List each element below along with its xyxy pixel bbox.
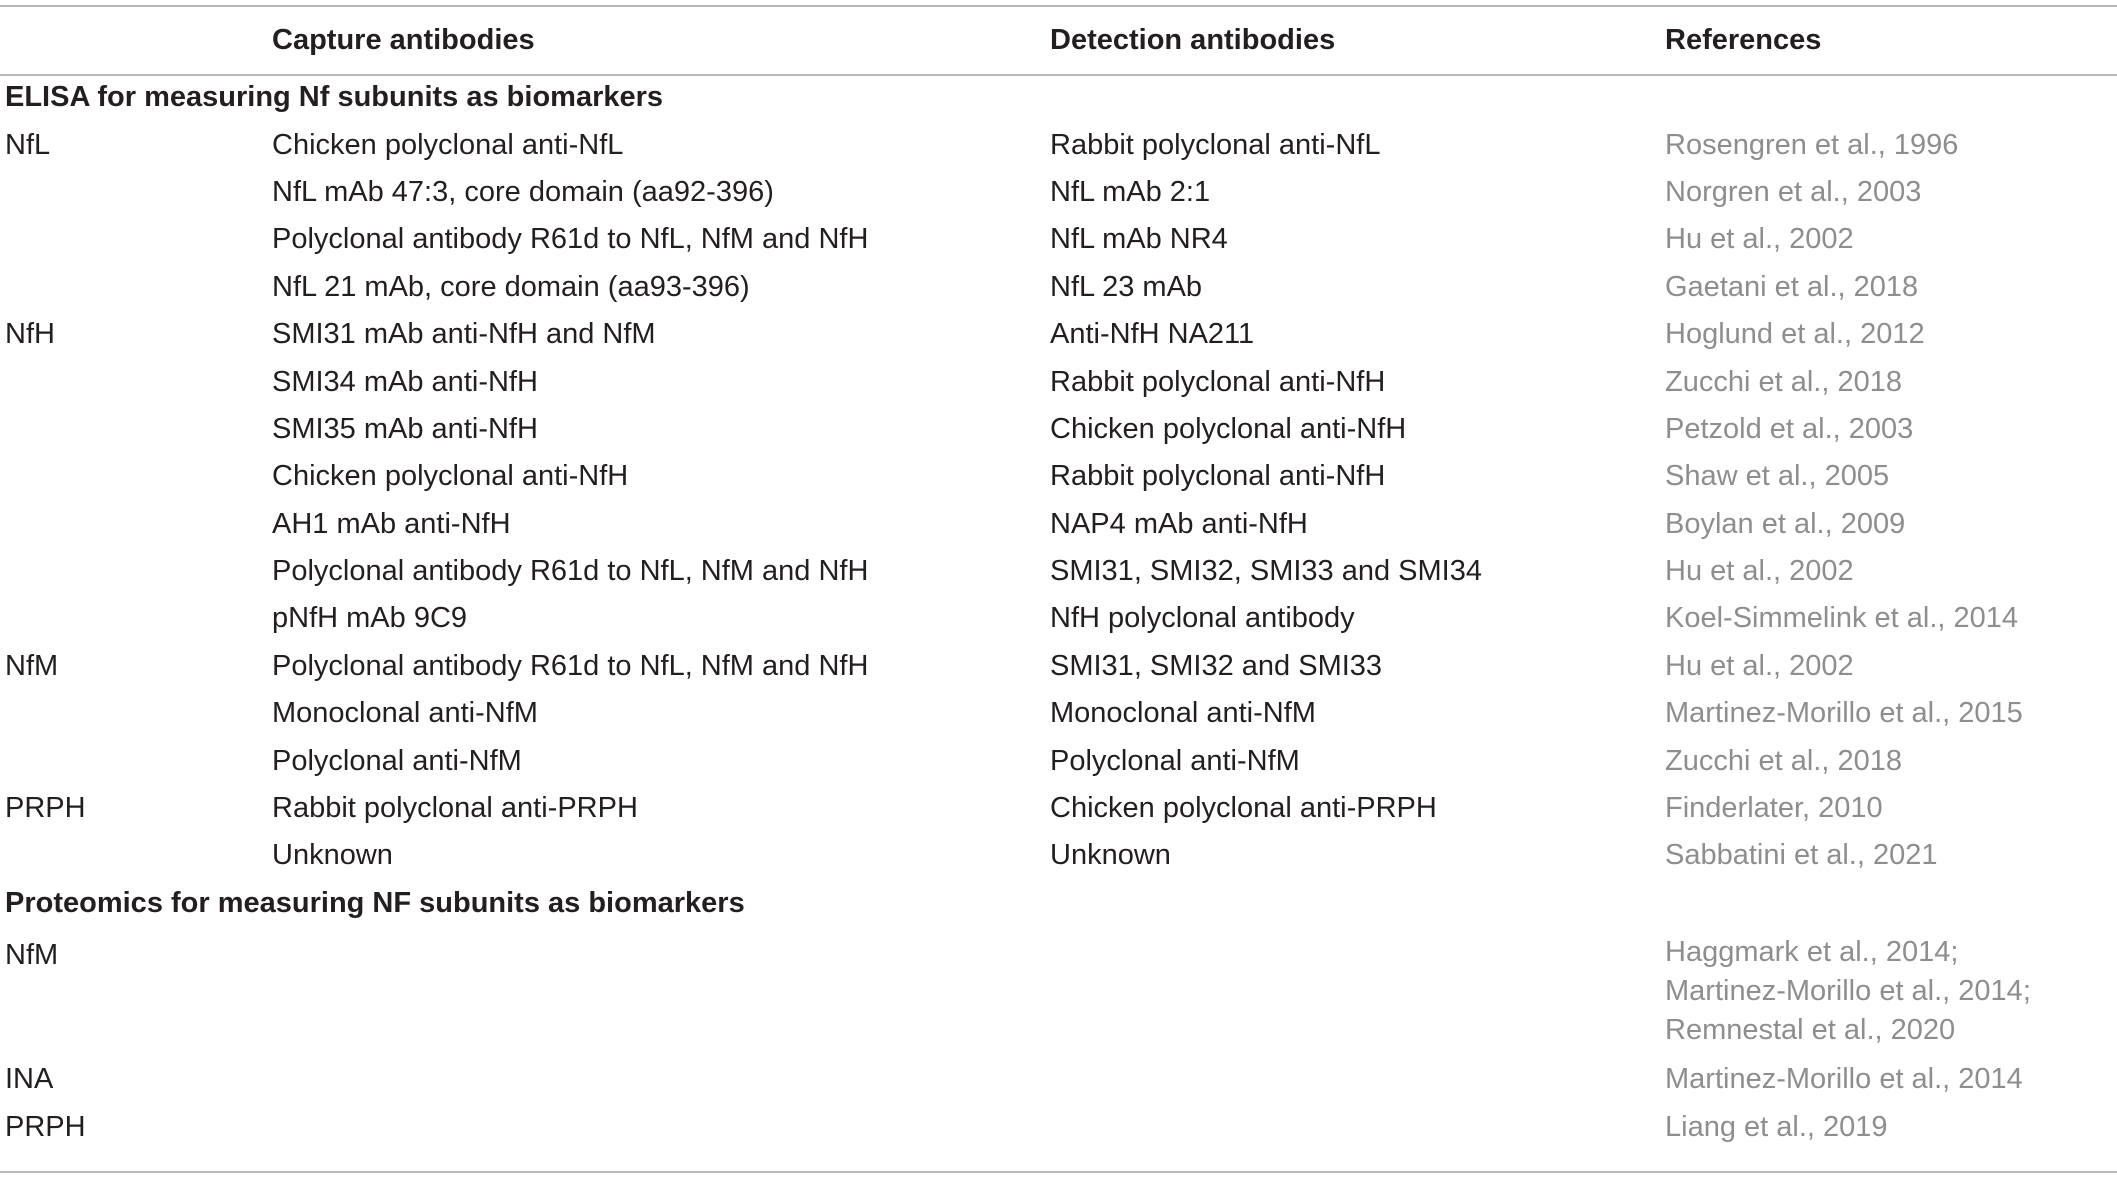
cell-subunit xyxy=(0,406,272,453)
reference-line: Remnestal et al., 2020 xyxy=(1665,1014,1956,1047)
table-row xyxy=(0,121,2117,168)
cell-subunit xyxy=(0,595,272,642)
cell-detection-antibody: SMI31, SMI32 and SMI33 xyxy=(1050,649,1383,682)
reference-line: Liang et al., 2019 xyxy=(1665,1110,1888,1143)
table-row xyxy=(0,690,2117,737)
cell-subunit xyxy=(0,548,272,595)
cell-capture-antibody: NfL 21 mAb, core domain (aa93-396) xyxy=(272,270,750,303)
antibody-table xyxy=(0,7,2117,1151)
cell-capture-antibody xyxy=(272,1056,1050,1103)
table-row xyxy=(0,1056,2117,1103)
cell-subunit: PRPH xyxy=(5,792,86,825)
cell-detection-antibody: NfL 23 mAb xyxy=(1050,270,1203,303)
reference-line: Martinez-Morillo et al., 2014 xyxy=(1665,1063,2023,1096)
cell-detection-antibody xyxy=(1050,1056,1665,1103)
table-row xyxy=(0,643,2117,690)
cell-capture-antibody: AH1 mAb anti-NfH xyxy=(272,507,511,540)
cell-subunit xyxy=(0,169,272,216)
cell-reference xyxy=(1665,1056,2117,1103)
cell-reference: Norgren et al., 2003 xyxy=(1665,175,1922,208)
cell-subunit xyxy=(0,453,272,500)
cell-reference: Hu et al., 2002 xyxy=(1665,649,1854,682)
cell-reference: Hu et al., 2002 xyxy=(1665,223,1854,256)
cell-detection-antibody xyxy=(1050,1103,1665,1150)
table-row xyxy=(0,169,2117,216)
cell-capture-antibody: NfL mAb 47:3, core domain (aa92-396) xyxy=(272,175,774,208)
cell-detection-antibody: Polyclonal anti-NfM xyxy=(1050,744,1300,777)
cell-subunit xyxy=(0,501,272,548)
cell-capture-antibody: Rabbit polyclonal anti-PRPH xyxy=(272,792,638,825)
table-row xyxy=(0,927,2117,1056)
cell-detection-antibody: Chicken polyclonal anti-PRPH xyxy=(1050,792,1437,825)
cell-reference: Zucchi et al., 2018 xyxy=(1665,365,1902,398)
cell-capture-antibody: Chicken polyclonal anti-NfH xyxy=(272,460,629,493)
cell-capture-antibody: Unknown xyxy=(272,839,393,872)
cell-capture-antibody: pNfH mAb 9C9 xyxy=(272,602,468,635)
table-row xyxy=(0,832,2117,879)
section-header-row xyxy=(0,880,2117,927)
cell-subunit: INA xyxy=(5,1063,54,1096)
cell-reference: Finderlater, 2010 xyxy=(1665,792,1883,825)
section-title: ELISA for measuring Nf subunits as biomarkers xyxy=(5,81,664,114)
cell-detection-antibody: Unknown xyxy=(1050,839,1171,872)
header-detection-antibodies: Detection antibodies xyxy=(1050,24,1336,56)
cell-reference: Koel-Simmelink et al., 2014 xyxy=(1665,602,2018,635)
cell-detection-antibody: NAP4 mAb anti-NfH xyxy=(1050,507,1308,540)
cell-subunit xyxy=(0,832,272,879)
cell-detection-antibody: NfL mAb NR4 xyxy=(1050,223,1228,256)
cell-reference: Zucchi et al., 2018 xyxy=(1665,744,1902,777)
table-row xyxy=(0,311,2117,358)
header-references: References xyxy=(1665,24,1822,56)
cell-capture-antibody: Polyclonal antibody R61d to NfL, NfM and NfH xyxy=(272,649,869,682)
cell-detection-antibody: SMI31, SMI32, SMI33 and SMI34 xyxy=(1050,555,1482,588)
table-row xyxy=(0,453,2117,500)
cell-subunit: PRPH xyxy=(5,1110,86,1143)
reference-line: Martinez-Morillo et al., 2014; xyxy=(1665,975,2031,1008)
cell-subunit xyxy=(0,690,272,737)
cell-detection-antibody: Rabbit polyclonal anti-NfH xyxy=(1050,460,1386,493)
cell-detection-antibody: NfL mAb 2:1 xyxy=(1050,175,1211,208)
cell-reference: Boylan et al., 2009 xyxy=(1665,507,1906,540)
table-row xyxy=(0,358,2117,405)
table-row xyxy=(0,548,2117,595)
table-row xyxy=(0,406,2117,453)
table-row xyxy=(0,785,2117,832)
cell-reference: Rosengren et al., 1996 xyxy=(1665,128,1959,161)
cell-reference: Gaetani et al., 2018 xyxy=(1665,270,1919,303)
table-row xyxy=(0,595,2117,642)
table-header-row xyxy=(0,7,2117,74)
table-row xyxy=(0,501,2117,548)
cell-subunit xyxy=(0,358,272,405)
cell-subunit xyxy=(0,216,272,263)
cell-capture-antibody xyxy=(272,1103,1050,1150)
cell-subunit xyxy=(0,264,272,311)
header-subunit xyxy=(0,7,272,74)
cell-capture-antibody: SMI35 mAb anti-NfH xyxy=(272,412,538,445)
cell-capture-antibody: Polyclonal anti-NfM xyxy=(272,744,522,777)
cell-subunit: NfL xyxy=(5,128,51,161)
cell-capture-antibody xyxy=(272,927,1050,1056)
cell-capture-antibody: Polyclonal antibody R61d to NfL, NfM and NfH xyxy=(272,223,869,256)
cell-detection-antibody: Anti-NfH NA211 xyxy=(1050,318,1255,351)
cell-subunit: NfH xyxy=(5,318,55,351)
cell-reference: Martinez-Morillo et al., 2015 xyxy=(1665,697,2023,730)
cell-detection-antibody: Chicken polyclonal anti-NfH xyxy=(1050,412,1407,445)
header-capture-antibodies: Capture antibodies xyxy=(272,24,535,56)
table-body xyxy=(0,74,2117,1151)
cell-subunit: NfM xyxy=(5,939,59,972)
table-row xyxy=(0,216,2117,263)
cell-subunit: NfM xyxy=(5,649,59,682)
cell-reference: Shaw et al., 2005 xyxy=(1665,460,1890,493)
cell-reference: Hu et al., 2002 xyxy=(1665,555,1854,588)
cell-reference: Hoglund et al., 2012 xyxy=(1665,318,1925,351)
cell-reference xyxy=(1665,1103,2117,1150)
cell-subunit xyxy=(0,737,272,784)
cell-detection-antibody xyxy=(1050,927,1665,1056)
reference-line: Haggmark et al., 2014; xyxy=(1665,936,1959,969)
section-title: Proteomics for measuring NF subunits as biomarkers xyxy=(5,886,745,919)
cell-detection-antibody: NfH polyclonal antibody xyxy=(1050,602,1355,635)
cell-capture-antibody: SMI34 mAb anti-NfH xyxy=(272,365,538,398)
cell-detection-antibody: Rabbit polyclonal anti-NfH xyxy=(1050,365,1386,398)
table-row xyxy=(0,737,2117,784)
cell-capture-antibody: Chicken polyclonal anti-NfL xyxy=(272,128,624,161)
section-header-row xyxy=(0,74,2117,121)
cell-detection-antibody: Rabbit polyclonal anti-NfL xyxy=(1050,128,1381,161)
cell-capture-antibody: Monoclonal anti-NfM xyxy=(272,697,538,730)
cell-capture-antibody: Polyclonal antibody R61d to NfL, NfM and NfH xyxy=(272,555,869,588)
table-bottom-rule xyxy=(0,1171,2117,1173)
cell-reference: Sabbatini et al., 2021 xyxy=(1665,839,1938,872)
cell-reference: Petzold et al., 2003 xyxy=(1665,412,1914,445)
cell-reference xyxy=(1665,927,2117,1056)
cell-detection-antibody: Monoclonal anti-NfM xyxy=(1050,697,1316,730)
table-row xyxy=(0,264,2117,311)
table-row xyxy=(0,1103,2117,1150)
cell-capture-antibody: SMI31 mAb anti-NfH and NfM xyxy=(272,318,656,351)
